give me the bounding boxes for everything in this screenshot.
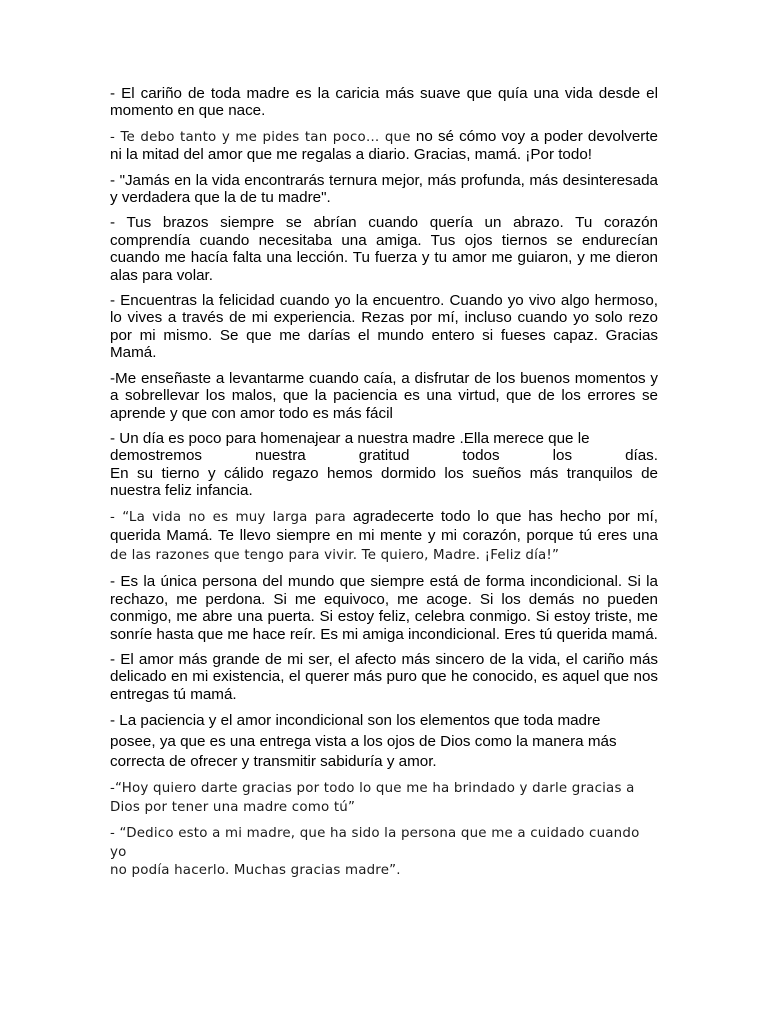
paragraph-2 [110, 128, 658, 164]
paragraph-11-line-2: posee, ya que es una entrega vista a los ojos de Dios como la manera más [110, 732, 617, 750]
paragraph-8 [110, 508, 658, 566]
paragraph-11-line-1: - La paciencia y el amor incondicional son los elementos que toda madre [110, 712, 601, 730]
paragraph-3: - "Jamás en la vida encontrarás ternura mejor, más profunda, más desinteresada y verdadera que la de tu madre". [110, 171, 658, 207]
paragraph-2-rest: no sé cómo voy a poder devolverte ni la mitad del amor que me regalas a diario. Gracias, mamá. ¡Por todo! [110, 127, 659, 164]
paragraph-6: -Me enseñaste a levantarme cuando caía, a disfrutar de los buenos momentos y a sobrellevar los malos, que la paciencia es una virtud, que de los errores se aprende y que con amor todo es más fácil [110, 369, 658, 422]
paragraph-7 [110, 430, 658, 500]
paragraph-8-styled-end: de las razones que tengo para vivir. Te quiero, Madre. ¡Feliz día!” [110, 547, 560, 563]
paragraph-12-line-2: Dios por tener una madre como tú” [110, 799, 356, 815]
paragraph-5: - Encuentras la felicidad cuando yo la encuentro. Cuando yo vivo algo hermoso, lo vives a través de mi experiencia. Rezas por mí, incluso cuando yo solo rezo por mi mismo. Se que me darías el mundo entero si fueses capaz. Gracias Mamá. [110, 292, 658, 362]
paragraph-1: - El cariño de toda madre es la caricia más suave que quía una vida desde el momento en que nace. [110, 85, 658, 120]
paragraph-7-line-2: demostremos nuestra gratitud todos los días. [110, 447, 658, 465]
paragraph-12 [110, 780, 658, 817]
paragraph-13-line-1: - “Dedico esto a mi madre, que ha sido la persona que me a cuidado cuando yo [110, 826, 640, 860]
paragraph-13-line-2: no podía hacerlo. Muchas gracias madre”. [110, 863, 401, 878]
paragraph-8-middle: agradecerte todo lo que has hecho por mí, querida Mamá. Te llevo siempre en mi mente y mi corazón, porque tú eres una [110, 507, 658, 545]
paragraph-7-rest: En su tierno y cálido regazo hemos dormido los sueños más tranquilos de nuestra feliz infancia. [110, 464, 658, 500]
paragraph-8-styled-start: - “La vida no es muy larga para [110, 509, 346, 525]
paragraph-7-line-1: - Un día es poco para homenajear a nuestra madre .Ella merece que le [110, 429, 590, 447]
paragraph-11-line-3: correcta de ofrecer y transmitir sabiduría y amor. [110, 752, 437, 770]
paragraph-4: - Tus brazos siempre se abrían cuando quería un abrazo. Tu corazón comprendía cuando necesitaba una amiga. Tus ojos tiernos se endurecían cuando me hacía falta una lección. Tu fuerza y tu amor me guiaron, y me dieron alas para volar. [110, 214, 658, 284]
paragraph-12-line-1: -“Hoy quiero darte gracias por todo lo que me ha brindado y darle gracias a [110, 781, 635, 797]
paragraph-11 [110, 711, 658, 772]
paragraph-9: - Es la única persona del mundo que siempre está de forma incondicional. Si la rechazo, me perdona. Si me equivoco, me acoge. Si los demás no pueden conmigo, me abre una puerta. Si estoy feliz, celebra conmigo. Si estoy triste, me sonríe hasta que me hace reír. Es mi amiga incondicional. Eres tú querida mamá. [110, 573, 658, 643]
paragraph-10: - El amor más grande de mi ser, el afecto más sincero de la vida, el cariño más delicado en mi existencia, el querer más puro que he conocido, es aquel que nos entregas tú mamá. [110, 650, 658, 703]
document-page [110, 85, 658, 888]
paragraph-13 [110, 825, 658, 880]
paragraph-2-styled-start: - Te debo tanto y me pides tan poco… que [110, 129, 411, 145]
